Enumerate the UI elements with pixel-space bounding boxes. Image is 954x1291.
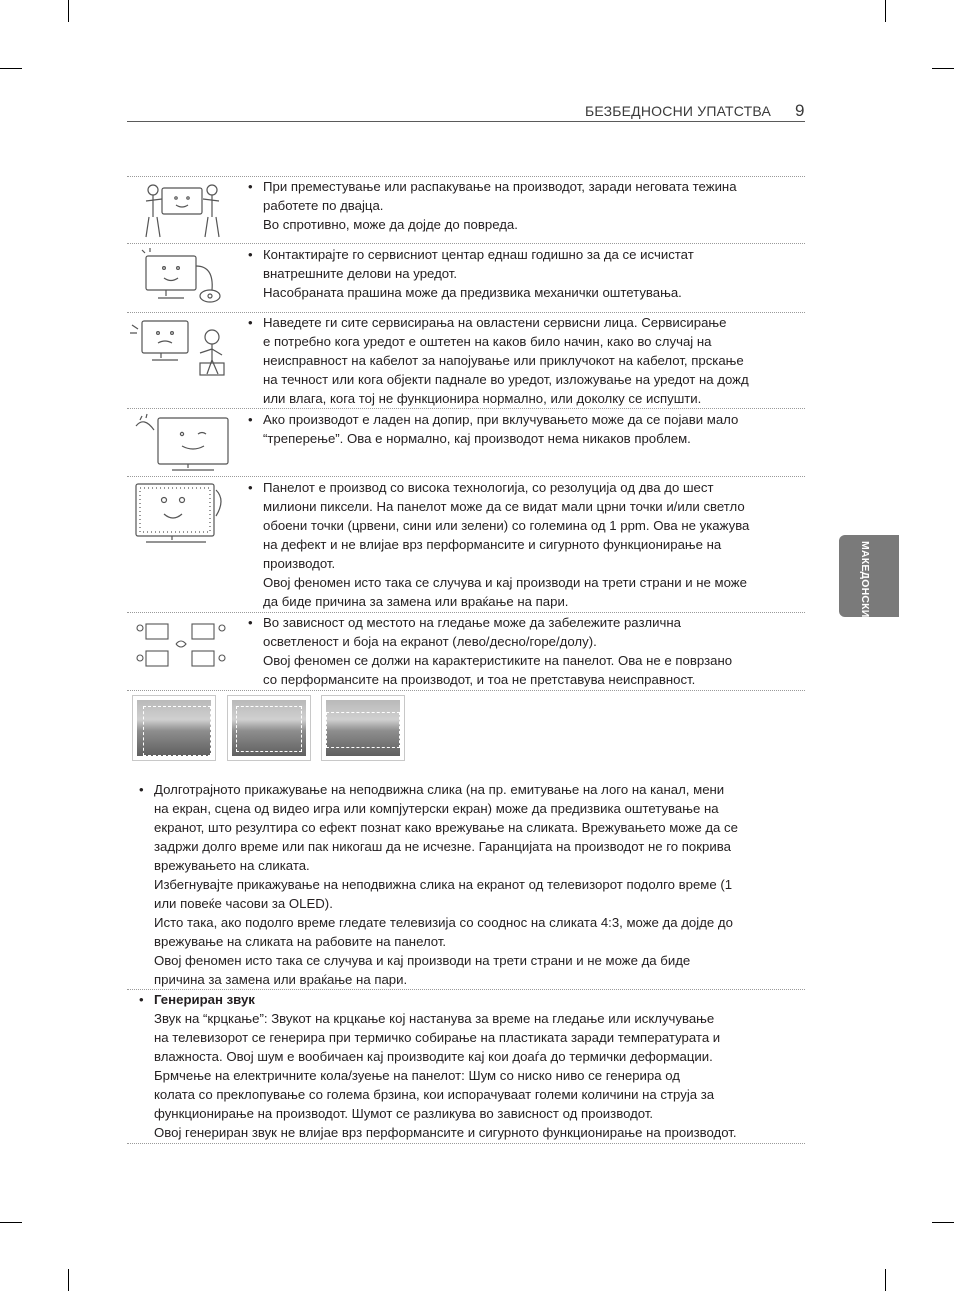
list-item bbox=[248, 245, 793, 302]
text-line: да биде причина за замена или враќање на пари. bbox=[263, 594, 569, 609]
text-line: Овој феномен исто така се случува и кај производи на трети страни и не може да биде bbox=[154, 953, 691, 968]
text-line: или повеќе часови за OLED). bbox=[154, 896, 333, 911]
text-line: Ако производот е ладен на допир, при вклучувањето може да се појави мало bbox=[263, 412, 739, 427]
generated-sound-section bbox=[139, 990, 799, 1142]
bullet-marker: • bbox=[139, 782, 144, 797]
bullet-marker: • bbox=[248, 615, 253, 630]
two-people-carrying-tv-illustration bbox=[140, 180, 225, 242]
text-line: милиони пиксели. На панелот може да се видат мали црни точки и/или светло bbox=[263, 499, 745, 514]
list-item bbox=[248, 313, 793, 408]
text-line: Во зависност од местото на гледање може да забележите различна bbox=[263, 615, 681, 630]
text-line: Панелот е производ со висока технологија, со резолуција од два до шест bbox=[263, 480, 714, 495]
text-line: производот. bbox=[263, 556, 336, 571]
text-line: е потребно кога уредот е оштетен на каков било начин, како во случај на bbox=[263, 334, 712, 349]
list-item bbox=[248, 478, 793, 611]
crop-mark bbox=[885, 0, 886, 22]
winking-tv-illustration bbox=[132, 412, 232, 474]
text-line: екранот, што резултира со ефект познат како врежување на сликата. Врежувањето може да се bbox=[154, 820, 738, 835]
row-divider bbox=[127, 1143, 805, 1144]
text-line: Во спротивно, може да дојде до повреда. bbox=[263, 217, 518, 232]
section-heading: Генериран звук bbox=[154, 992, 255, 1007]
text-line: Долготрајното прикажување на неподвижна слика (на пр. емитување на лого на канал, мени bbox=[154, 782, 725, 797]
text-line: Овој феномен се должи на карактеристиките на панелот. Ова не е поврзано bbox=[263, 653, 733, 668]
crop-mark bbox=[0, 1222, 22, 1223]
row-divider bbox=[127, 476, 805, 477]
text-line: внатрешните делови на уредот. bbox=[263, 266, 458, 281]
crop-mark bbox=[932, 68, 954, 69]
tv-with-vacuum-cleaner-illustration bbox=[138, 246, 228, 308]
page-number: 9 bbox=[795, 101, 805, 120]
text-line: причина за замена или враќање на пари. bbox=[154, 972, 408, 987]
text-line: на телевизорот се генерира при термичко собирање на пластиката заради температурата и bbox=[154, 1030, 721, 1045]
text-line: Наведете ги сите сервисирања на овластени сервисни лица. Сервисирање bbox=[263, 315, 727, 330]
text-line: врежувањето на сликата. bbox=[154, 858, 310, 873]
list-item bbox=[248, 177, 793, 234]
text-line: Звук на “крцкање”: Звукот на крцкање кој настанува за време на гледање или исклучување bbox=[154, 1011, 715, 1026]
text-line: “треперење”. Ова е нормално, кај производот нема никаков проблем. bbox=[263, 431, 691, 446]
crop-mark bbox=[68, 1269, 69, 1291]
bullet-marker: • bbox=[248, 179, 253, 194]
text-line: колата со преклопување со голема брзина, кои испорачуваат големи количини на струја за bbox=[154, 1087, 715, 1102]
text-line: Избегнувајте прикажување на неподвижна слика на екранот од телевизорот подолго време (1 bbox=[154, 877, 733, 892]
page-header-title: БЕЗБЕДНОСНИ УПАТСТВА bbox=[584, 103, 771, 119]
tv-with-dotted-panel-illustration bbox=[132, 480, 232, 548]
text-line: Контактирајте го сервисниот центар еднаш годишно за да се исчистат bbox=[263, 247, 694, 262]
list-item bbox=[248, 613, 793, 689]
language-side-tab-label: МАКЕДОНСКИ bbox=[859, 541, 871, 618]
row-divider bbox=[127, 243, 805, 244]
text-line: влажноста. Овој шум е вообичаен кај производите кај кои доаѓа до термички деформации. bbox=[154, 1049, 713, 1064]
text-line: неисправност на кабелот за напојување или приклучокот на кабелот, прскање bbox=[263, 353, 744, 368]
text-line: Исто така, ако подолго време гледате телевизија со сооднос на сликата 4:3, може да дојде до bbox=[154, 915, 733, 930]
bullet-marker: • bbox=[248, 247, 253, 262]
crop-mark bbox=[932, 1222, 954, 1223]
tv-viewing-angles-illustration bbox=[136, 618, 226, 674]
text-line: При преместување или распакување на производот, заради неговата тежина bbox=[263, 179, 737, 194]
text-line: или влага, кога тој не функционира нормално, или доколку се испушти. bbox=[263, 391, 702, 406]
crop-mark bbox=[68, 0, 69, 22]
crop-mark bbox=[0, 68, 22, 69]
bullet-marker: • bbox=[248, 412, 253, 427]
text-line: на течност или кога објекти паднале во уредот, изложување на уредот на дожд bbox=[263, 372, 749, 387]
language-side-tab bbox=[839, 535, 899, 617]
text-line: работете по двајца. bbox=[263, 198, 384, 213]
text-line: врежување на сликата на рабовите на панелот. bbox=[154, 934, 447, 949]
text-line: осветленост и боја на екранот (лево/десно/горе/долу). bbox=[263, 634, 597, 649]
burn-in-warning bbox=[139, 780, 799, 989]
text-line: обоени точки (црвени, сини или зелени) со големина од 1 ppm. Ова не укажува bbox=[263, 518, 750, 533]
text-line: функционирање на производот. Шумот се разликува во зависност од производот. bbox=[154, 1106, 654, 1121]
text-line: на екран, сцена од видео игра или компјутерски екран) може да предизвика оштетување на bbox=[154, 801, 719, 816]
text-line: на дефект и не влијае врз перформансите и сигурното функционирање на bbox=[263, 537, 722, 552]
tv-with-service-technician-illustration bbox=[128, 315, 233, 380]
bullet-marker: • bbox=[139, 992, 144, 1007]
text-line: Брмчење на електричните кола/зуење на панелот: Шум со ниско ниво се генерира од bbox=[154, 1068, 680, 1083]
row-divider bbox=[127, 690, 805, 691]
crop-mark bbox=[885, 1269, 886, 1291]
burn-in-photo-1 bbox=[132, 695, 216, 761]
list-item bbox=[248, 410, 793, 448]
row-divider bbox=[127, 408, 805, 409]
header-divider bbox=[127, 121, 805, 122]
text-line: со перформансите на производот, и тоа не претставува неисправност. bbox=[263, 672, 696, 687]
text-line: задржи долго време или пак никогаш да не исчезне. Гаранцијата на производот не го покрива bbox=[154, 839, 731, 854]
text-line: Овој генериран звук не влијае врз перформансите и сигурното функционирање на производот. bbox=[154, 1125, 737, 1140]
text-line: Овој феномен исто така се случува и кај производи на трети страни и не може bbox=[263, 575, 747, 590]
text-line: Насобраната прашина може да предизвика механички оштетувања. bbox=[263, 285, 682, 300]
burn-in-photo-3 bbox=[321, 695, 405, 761]
burn-in-photo-2 bbox=[227, 695, 311, 761]
bullet-marker: • bbox=[248, 480, 253, 495]
bullet-marker: • bbox=[248, 315, 253, 330]
